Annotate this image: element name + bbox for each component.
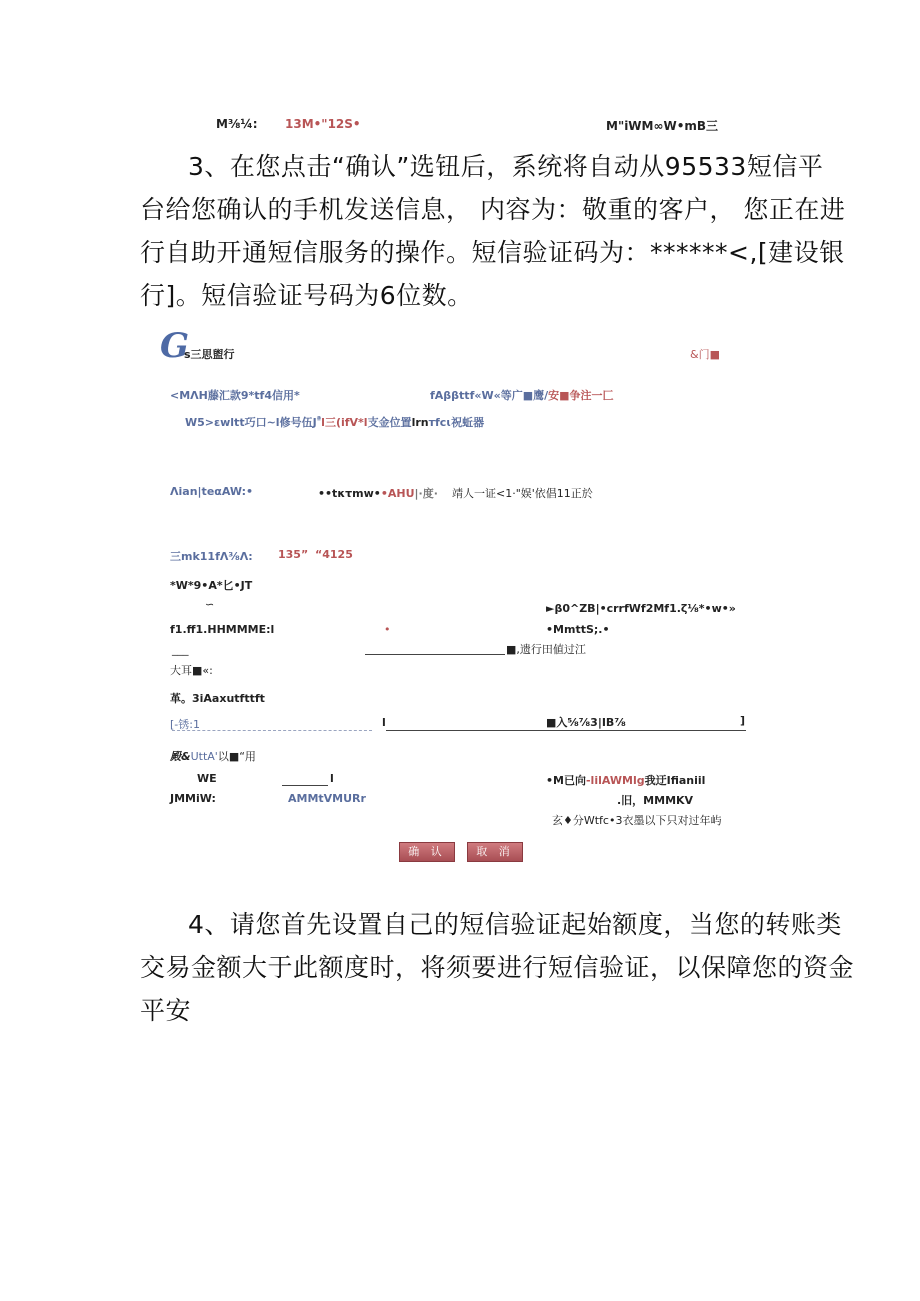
top-right-link[interactable]: &门■ [690, 348, 720, 361]
row11-right: ■入⅝⅞3|IB⅞ [546, 716, 626, 729]
row13-line [282, 785, 328, 786]
row12-blue: UttA' [190, 750, 218, 763]
row1-left: <MΛH藤汇款9*tf4信用* [170, 389, 300, 402]
row12 [170, 748, 256, 764]
row15-right: 玄♦分Wtfc•3衣墨以下只对过年屿 [552, 814, 722, 827]
row13-right-b: 我迂Ifianiil [644, 774, 706, 787]
row8-right: ■,遗行田値过江 [506, 643, 586, 656]
para3-line4: 行]。短信验证号码为6位数。 [140, 281, 473, 310]
top-label-b: 13M•"12S• [285, 117, 361, 131]
row3-right: 靖人一证<1·"娱'依倡11正於 [452, 487, 593, 500]
row14-left: JMMiW: [170, 792, 216, 805]
top-label-c: M"iWM∞W•mB三 [606, 119, 719, 133]
row9: 大耳■«: [170, 664, 213, 677]
row7-dot: • [384, 623, 391, 636]
row11-left-line [172, 730, 372, 731]
para4-line3: 平安 [140, 996, 192, 1025]
paragraph-step-3 [140, 145, 846, 317]
row2-f: ᴛfcɩ祝蚯器 [428, 416, 485, 429]
para3-line1: 3、在您点击“确认”选钮后，系统将自动从95533短信平 [188, 152, 824, 181]
row13-we: WE [197, 772, 217, 785]
row1-right-red: 安■争注一匚 [548, 389, 614, 402]
row10: 革。3iAaxutfttft [170, 692, 265, 705]
row11-mid: l [382, 716, 386, 729]
row3-mid-red: •AHU [380, 487, 415, 500]
confirm-button[interactable]: 确 认 [399, 842, 455, 862]
row2 [185, 414, 484, 430]
row2-c: l三(ifV*l [321, 416, 368, 429]
row6-right: ►β0^ZB|•crrfWf2Mf1.ζ⅛*•w•» [546, 602, 736, 615]
row6-mark: ∽ [205, 598, 215, 611]
row3-mid [318, 485, 438, 501]
bank-logo-icon: G [160, 326, 190, 366]
row4-value2: “4125 [315, 548, 353, 561]
row8-dash: ___ [172, 643, 189, 656]
para3-line2: 台给您确认的手机发送信息， 内容为：敬重的客户， 您正在进 [140, 195, 846, 224]
row2-d: 支金位置 [367, 416, 412, 429]
row13-right-red: -lilAWMlg [585, 774, 645, 787]
row13-right [546, 772, 705, 788]
row14-mid: AMMtVMURr [288, 792, 366, 805]
para4-line1: 4、请您首先设置自己的短信验证起始额度，当您的转账类 [188, 910, 842, 939]
row4-value1: 135” [278, 548, 309, 561]
para4-line2: 交易金额大于此额度时，将须要进行短信验证，以保障您的资金 [140, 953, 855, 982]
row4-label: 三mk11fΛ⅜Λ: [170, 550, 253, 563]
row7-left: f1.ff1.HHMMME:l [170, 623, 275, 636]
row3-label: Λian|teαAW:• [170, 485, 254, 498]
row11-end: ] [740, 714, 746, 727]
cancel-button[interactable]: 取 消 [467, 842, 523, 862]
row2-b: ª [316, 414, 322, 424]
row13-bar: l [330, 772, 334, 785]
row11-left: [-锈:1 [170, 718, 200, 731]
row3-mid-dark: ••tκτmw• [318, 487, 381, 500]
row1-right-blue: fAββttf«W«等广■鹰/ [430, 389, 549, 402]
row12-dark: 殿& [170, 750, 191, 763]
row14-right: .旧，MMMKV [617, 794, 694, 807]
paragraph-step-4 [140, 903, 855, 1032]
top-label-a: M⅜¼: [216, 117, 258, 131]
row5: *W*9•A*匕•JT [170, 579, 253, 592]
bank-name: s三思盥行 [184, 348, 235, 361]
row11-line [386, 730, 746, 731]
row1-right [430, 387, 614, 403]
row12-rest: 以■“用 [217, 750, 256, 763]
row13-right-a: •M已向 [546, 774, 586, 787]
row2-a: W5>ɛwltt巧口~l修号伍J [185, 416, 317, 429]
row8-line [365, 654, 505, 655]
row7-right: •MmttS;.• [546, 623, 610, 636]
para3-line3: 行自助开通短信服务的操作。短信验证码为：******<,[建设银 [140, 238, 845, 267]
row3-mid-grey: |·度· [414, 487, 438, 500]
row2-e: lrn [411, 416, 429, 429]
